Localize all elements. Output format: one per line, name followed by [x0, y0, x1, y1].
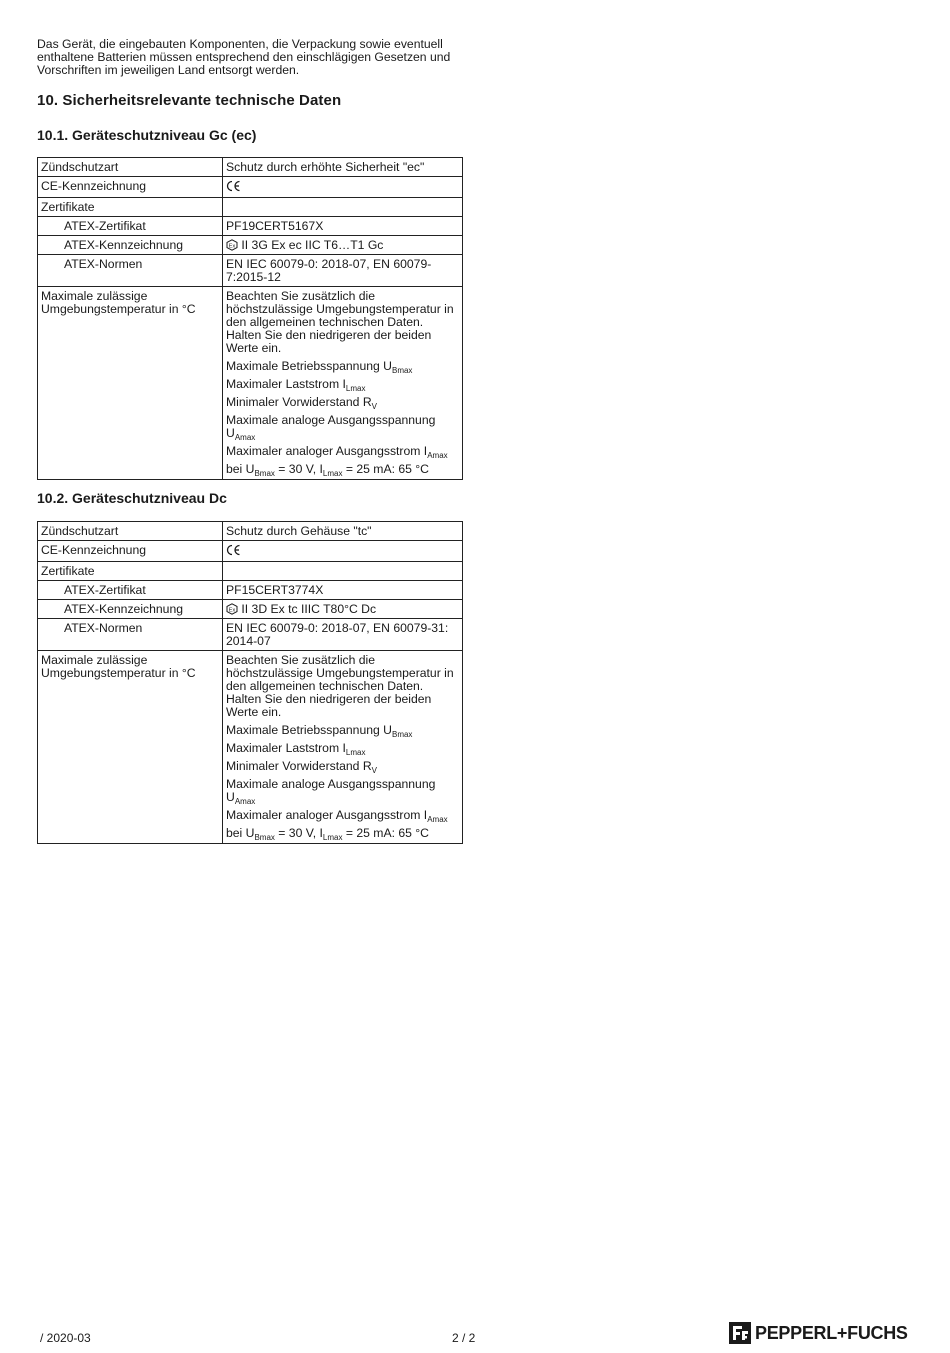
temp-line-uamax [226, 778, 459, 804]
table-row [38, 522, 463, 541]
section-title: 10. Sicherheitsrelevante technische Daten [37, 92, 342, 109]
table-cell-label: ATEX-Kennzeichnung [38, 600, 223, 619]
temp-line-rv [226, 760, 459, 773]
temp-line-text: Maximale Betriebsspannung U [226, 359, 392, 373]
subscript: Lmax [322, 469, 343, 478]
subscript: Amax [234, 797, 256, 806]
table-row [38, 255, 463, 287]
temp-line-text: Maximaler analoger Ausgangsstrom I [226, 444, 428, 458]
temp-line-condition [226, 463, 459, 476]
temp-line-text: Maximale analoge Ausgangsspannung U [226, 777, 436, 804]
ex-hexagon-icon [226, 239, 238, 251]
subscript: Bmax [391, 730, 413, 739]
brand-name: PEPPERL+FUCHS [755, 1322, 908, 1343]
subscript: Amax [234, 433, 256, 442]
safety-table-gc [37, 157, 463, 480]
table-row [38, 541, 463, 562]
table-cell-label: Zündschutzart [38, 522, 223, 541]
temp-line-text: = 30 V, I [274, 826, 323, 840]
table-row [38, 236, 463, 255]
temp-line-ilmax [226, 742, 459, 755]
table-cell-value [223, 287, 463, 480]
temp-line-text: Maximaler Laststrom I [226, 377, 346, 391]
table-cell-label: ATEX-Kennzeichnung [38, 236, 223, 255]
table-row [38, 600, 463, 619]
temp-note: Beachten Sie zusätzlich die höchstzulässige Umgebungstemperatur in den allgemeinen technischen Daten. Halten Sie den niedrigeren der beiden Werte ein. [226, 289, 454, 355]
table-cell-label: Zertifikate [38, 562, 223, 581]
subscript: Amax [427, 451, 448, 460]
subscript: Lmax [345, 748, 366, 757]
table-cell-value [223, 651, 463, 844]
subsection-title-dc: 10.2. Geräteschutzniveau Dc [37, 490, 227, 506]
table-cell-value [223, 177, 463, 198]
temp-line-text: Minimaler Vorwiderstand R [226, 759, 372, 773]
table-cell-value: EN IEC 60079-0: 2018-07, EN 60079-7:2015-12 [223, 255, 463, 287]
temp-line-text: Maximaler analoger Ausgangsstrom I [226, 808, 428, 822]
table-cell-label: ATEX-Normen [38, 255, 223, 287]
table-cell-value [223, 198, 463, 217]
table-cell-label: CE-Kennzeichnung [38, 177, 223, 198]
footer-page-number: 2 / 2 [452, 1331, 476, 1345]
subscript: Bmax [391, 366, 413, 375]
temp-line-ubmax [226, 724, 459, 737]
ce-mark-icon [226, 544, 241, 556]
temp-line-uamax [226, 414, 459, 440]
ex-hexagon-icon [226, 603, 238, 615]
table-cell-value: PF19CERT5167X [223, 217, 463, 236]
subscript: Bmax [254, 833, 275, 842]
atex-marking-text: II 3D Ex tc IIIC T80°C Dc [241, 602, 377, 616]
table-row [38, 158, 463, 177]
table-cell-value [223, 236, 463, 255]
temp-line-text: = 25 mA: 65 °C [342, 826, 429, 840]
table-cell-value: PF15CERT3774X [223, 581, 463, 600]
pf-logo-icon [729, 1322, 751, 1344]
table-cell-label: ATEX-Zertifikat [38, 581, 223, 600]
subscript: Lmax [322, 833, 343, 842]
temp-line-iamax [226, 809, 459, 822]
temp-line-ubmax [226, 360, 459, 373]
table-row [38, 562, 463, 581]
table-cell-label: Zertifikate [38, 198, 223, 217]
brand-logo [729, 1322, 908, 1344]
safety-table-dc [37, 521, 463, 844]
table-row [38, 217, 463, 236]
table-cell-label: ATEX-Zertifikat [38, 217, 223, 236]
subscript: Amax [427, 815, 448, 824]
temp-line-text: Maximaler Laststrom I [226, 741, 346, 755]
intro-paragraph: Das Gerät, die eingebauten Komponenten, die Verpackung sowie eventuell enthaltene Batterien müssen entsprechend den einschlägigen Gesetzen und Vorschriften im jeweiligen Land entsorgt werden. [37, 37, 451, 78]
table-row [38, 198, 463, 217]
table-cell-value: Schutz durch erhöhte Sicherheit "ec" [223, 158, 463, 177]
table-cell-value [223, 541, 463, 562]
table-cell-label: ATEX-Normen [38, 619, 223, 651]
table-row [38, 619, 463, 651]
subscript: V [371, 766, 377, 775]
table-cell-label: CE-Kennzeichnung [38, 541, 223, 562]
table-row [38, 287, 463, 480]
temp-line-text: = 30 V, I [274, 462, 323, 476]
table-cell-value [223, 600, 463, 619]
temp-line-text: Minimaler Vorwiderstand R [226, 395, 372, 409]
svg-text:Ex: Ex [228, 607, 236, 614]
footer-date: / 2020-03 [40, 1331, 91, 1345]
table-cell-value [223, 562, 463, 581]
subscript: V [371, 402, 377, 411]
atex-marking-text: II 3G Ex ec IIC T6…T1 Gc [241, 238, 384, 252]
temp-line-text: Maximale analoge Ausgangsspannung U [226, 413, 436, 440]
table-row [38, 651, 463, 844]
table-cell-value: EN IEC 60079-0: 2018-07, EN 60079-31: 2014-07 [223, 619, 463, 651]
subsection-title-gc: 10.1. Geräteschutzniveau Gc (ec) [37, 127, 257, 143]
ce-mark-icon [226, 180, 241, 192]
table-cell-label: Maximale zulässige Umgebungstemperatur in °C [38, 287, 223, 480]
temp-line-condition [226, 827, 459, 840]
table-row [38, 177, 463, 198]
table-cell-label: Maximale zulässige Umgebungstemperatur in °C [38, 651, 223, 844]
subscript: Lmax [345, 384, 366, 393]
temp-line-text: = 25 mA: 65 °C [342, 462, 429, 476]
temp-line-text: Maximale Betriebsspannung U [226, 723, 392, 737]
temp-line-ilmax [226, 378, 459, 391]
temp-line-text: bei U [226, 826, 255, 840]
temp-line-text: bei U [226, 462, 255, 476]
subscript: Bmax [254, 469, 275, 478]
table-row [38, 581, 463, 600]
table-cell-value: Schutz durch Gehäuse "tc" [223, 522, 463, 541]
svg-text:Ex: Ex [228, 243, 236, 250]
temp-note: Beachten Sie zusätzlich die höchstzulässige Umgebungstemperatur in den allgemeinen technischen Daten. Halten Sie den niedrigeren der beiden Werte ein. [226, 653, 454, 719]
table-cell-label: Zündschutzart [38, 158, 223, 177]
temp-line-iamax [226, 445, 459, 458]
temp-line-rv [226, 396, 459, 409]
